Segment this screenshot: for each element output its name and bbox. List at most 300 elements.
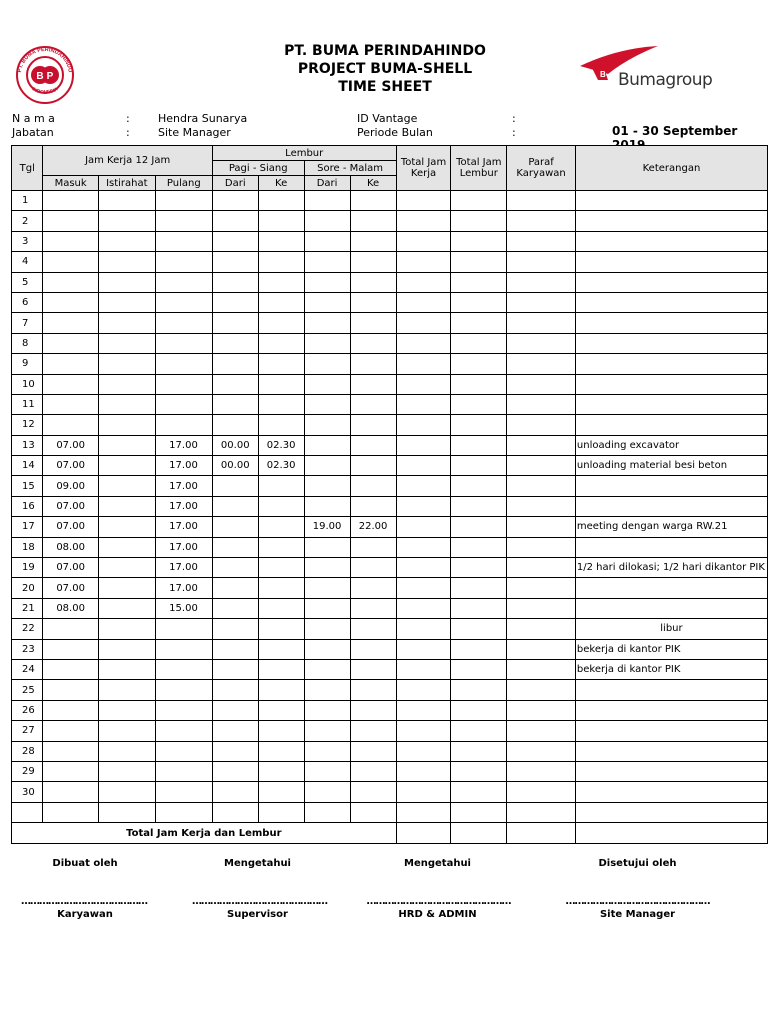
masuk-cell (43, 313, 98, 333)
istirahat-cell (98, 415, 155, 435)
keterangan-cell (575, 802, 767, 822)
keterangan-cell (575, 496, 767, 516)
sore-dari-cell (304, 272, 350, 292)
pulang-cell: 17.00 (155, 578, 212, 598)
sore-dari-cell (304, 721, 350, 741)
sore-dari-cell (304, 252, 350, 272)
sore-dari-cell (304, 802, 350, 822)
istirahat-cell (98, 802, 155, 822)
keterangan-cell: 1/2 hari dilokasi; 1/2 hari dikantor PIK (575, 558, 767, 578)
sore-dari-cell (304, 700, 350, 720)
sig-name-karyawan: Karyawan (57, 909, 113, 920)
total-jam-lembur-cell (451, 721, 507, 741)
total-jam-lembur-cell (451, 782, 507, 802)
masuk-cell (43, 252, 98, 272)
col-header-istirahat: Istirahat (98, 176, 155, 191)
sore-ke-cell (350, 659, 396, 679)
nama-value: Hendra Sunarya (158, 112, 248, 125)
keterangan-cell (575, 231, 767, 251)
sig-name-site-manager: Site Manager (599, 909, 676, 920)
total-jam-kerja-cell (396, 456, 451, 476)
document-title: TIME SHEET (338, 79, 432, 95)
sore-dari-cell (304, 598, 350, 618)
tgl-cell: 18 (12, 537, 43, 557)
col-header-pagi-dari: Dari (212, 176, 258, 191)
pulang-cell (155, 659, 212, 679)
istirahat-cell (98, 578, 155, 598)
sore-ke-cell (350, 292, 396, 312)
pagi-ke-cell (258, 537, 304, 557)
istirahat-cell (98, 496, 155, 516)
total-jam-kerja-cell (396, 680, 451, 700)
col-header-sore-malam: Sore - Malam (304, 161, 396, 176)
total-jam-kerja-cell (396, 231, 451, 251)
paraf-cell (507, 619, 576, 639)
tgl-cell: 2 (12, 211, 43, 231)
paraf-cell (507, 741, 576, 761)
pagi-ke-cell (258, 598, 304, 618)
sig-role-karyawan: Dibuat oleh (52, 858, 118, 869)
total-jam-kerja-cell (396, 782, 451, 802)
company-name: PT. BUMA PERINDAHINDO (284, 43, 486, 59)
paraf-cell (507, 435, 576, 455)
sore-ke-cell (350, 435, 396, 455)
total-jam-lembur-cell (451, 333, 507, 353)
pulang-cell: 17.00 (155, 517, 212, 537)
sore-ke-cell (350, 639, 396, 659)
pulang-cell (155, 252, 212, 272)
pagi-ke-cell (258, 578, 304, 598)
table-row (12, 558, 768, 578)
istirahat-cell (98, 333, 155, 353)
pulang-cell (155, 272, 212, 292)
table-row (12, 700, 768, 720)
sore-dari-cell (304, 456, 350, 476)
keterangan-cell (575, 741, 767, 761)
sore-ke-cell: 22.00 (350, 517, 396, 537)
table-row (12, 741, 768, 761)
pagi-dari-cell (212, 517, 258, 537)
total-jam-lembur-cell (451, 659, 507, 679)
istirahat-cell (98, 741, 155, 761)
pagi-ke-cell: 02.30 (258, 435, 304, 455)
tgl-cell: 26 (12, 700, 43, 720)
sore-ke-cell (350, 537, 396, 557)
tgl-cell: 27 (12, 721, 43, 741)
paraf-cell (507, 537, 576, 557)
sore-ke-cell (350, 252, 396, 272)
total-jam-lembur-cell (451, 537, 507, 557)
table-row (12, 394, 768, 414)
pulang-cell (155, 639, 212, 659)
pagi-ke-cell (258, 272, 304, 292)
svg-text:INDONESIA: INDONESIA (30, 86, 60, 96)
pagi-dari-cell (212, 496, 258, 516)
tgl-cell: 6 (12, 292, 43, 312)
pagi-dari-cell (212, 598, 258, 618)
pagi-ke-cell (258, 313, 304, 333)
pagi-ke-cell (258, 619, 304, 639)
pagi-ke-cell (258, 659, 304, 679)
keterangan-cell (575, 211, 767, 231)
total-jam-lembur-cell (451, 191, 507, 211)
pagi-ke-cell (258, 782, 304, 802)
pagi-dari-cell (212, 415, 258, 435)
pulang-cell: 17.00 (155, 558, 212, 578)
istirahat-cell (98, 782, 155, 802)
pagi-ke-cell (258, 191, 304, 211)
pagi-ke-cell (258, 761, 304, 781)
sore-ke-cell (350, 374, 396, 394)
pagi-dari-cell (212, 619, 258, 639)
keterangan-cell: unloading excavator (575, 435, 767, 455)
total-label: Total Jam Kerja dan Lembur (12, 823, 397, 844)
pagi-dari-cell (212, 700, 258, 720)
sore-dari-cell (304, 394, 350, 414)
sore-dari-cell (304, 374, 350, 394)
masuk-cell (43, 700, 98, 720)
pagi-ke-cell (258, 374, 304, 394)
paraf-cell (507, 313, 576, 333)
masuk-cell (43, 802, 98, 822)
pulang-cell: 17.00 (155, 496, 212, 516)
masuk-cell (43, 639, 98, 659)
pagi-dari-cell (212, 333, 258, 353)
total-jam-lembur-cell (451, 292, 507, 312)
paraf-cell (507, 680, 576, 700)
sore-ke-cell (350, 741, 396, 761)
total-jam-lembur-cell (451, 211, 507, 231)
keterangan-cell (575, 700, 767, 720)
total-jam-lembur-cell (451, 252, 507, 272)
sore-ke-cell (350, 496, 396, 516)
masuk-cell (43, 211, 98, 231)
pagi-dari-cell (212, 252, 258, 272)
pulang-cell (155, 292, 212, 312)
table-row (12, 496, 768, 516)
tgl-cell: 16 (12, 496, 43, 516)
pagi-dari-cell (212, 558, 258, 578)
keterangan-cell: bekerja di kantor PIK (575, 659, 767, 679)
pagi-dari-cell (212, 211, 258, 231)
document-header (200, 42, 570, 96)
total-jam-lembur-cell (451, 517, 507, 537)
istirahat-cell (98, 292, 155, 312)
sore-ke-cell (350, 394, 396, 414)
col-header-lembur: Lembur (212, 146, 396, 161)
pulang-cell: 17.00 (155, 476, 212, 496)
total-jam-kerja-cell (396, 578, 451, 598)
id-vantage-label: ID Vantage (357, 112, 418, 125)
paraf-cell (507, 659, 576, 679)
pagi-ke-cell (258, 415, 304, 435)
total-jam-kerja-cell (396, 741, 451, 761)
tgl-cell: 9 (12, 354, 43, 374)
total-jam-lembur-cell (451, 313, 507, 333)
total-jam-lembur-cell (451, 476, 507, 496)
col-header-total-jam-lembur: Total Jam Lembur (451, 146, 507, 191)
sore-dari-cell (304, 496, 350, 516)
pagi-dari-cell (212, 476, 258, 496)
paraf-cell (507, 456, 576, 476)
istirahat-cell (98, 619, 155, 639)
sore-dari-cell: 19.00 (304, 517, 350, 537)
total-jam-kerja-cell (396, 700, 451, 720)
sore-ke-cell (350, 802, 396, 822)
pagi-ke-cell (258, 802, 304, 822)
pagi-dari-cell (212, 721, 258, 741)
tgl-cell: 11 (12, 394, 43, 414)
keterangan-cell (575, 721, 767, 741)
total-jam-kerja-cell (396, 517, 451, 537)
sore-ke-cell (350, 700, 396, 720)
col-header-masuk: Masuk (43, 176, 98, 191)
sore-ke-cell (350, 456, 396, 476)
paraf-cell (507, 700, 576, 720)
pagi-dari-cell (212, 354, 258, 374)
pulang-cell: 17.00 (155, 435, 212, 455)
istirahat-cell (98, 374, 155, 394)
istirahat-cell (98, 272, 155, 292)
keterangan-cell (575, 252, 767, 272)
tgl-cell: 7 (12, 313, 43, 333)
total-jam-kerja-cell (396, 619, 451, 639)
sore-dari-cell (304, 741, 350, 761)
total-jam-kerja-cell (396, 374, 451, 394)
pulang-cell (155, 680, 212, 700)
sore-ke-cell (350, 721, 396, 741)
table-row (12, 537, 768, 557)
keterangan-cell (575, 394, 767, 414)
pagi-dari-cell (212, 313, 258, 333)
istirahat-cell (98, 313, 155, 333)
paraf-cell (507, 211, 576, 231)
tgl-cell: 29 (12, 761, 43, 781)
masuk-cell: 09.00 (43, 476, 98, 496)
tgl-cell: 12 (12, 415, 43, 435)
tgl-cell: 10 (12, 374, 43, 394)
paraf-cell (507, 272, 576, 292)
paraf-cell (507, 333, 576, 353)
sore-dari-cell (304, 231, 350, 251)
pagi-dari-cell (212, 782, 258, 802)
table-row (12, 680, 768, 700)
col-header-sore-ke: Ke (350, 176, 396, 191)
tgl-cell: 21 (12, 598, 43, 618)
pagi-ke-cell (258, 639, 304, 659)
sore-ke-cell (350, 680, 396, 700)
total-jam-lembur-cell (451, 680, 507, 700)
tgl-cell: 13 (12, 435, 43, 455)
sore-dari-cell (304, 639, 350, 659)
table-row (12, 802, 768, 822)
keterangan-cell (575, 272, 767, 292)
paraf-cell (507, 354, 576, 374)
total-jam-kerja-cell (396, 191, 451, 211)
sore-dari-cell (304, 211, 350, 231)
keterangan-cell: bekerja di kantor PIK (575, 639, 767, 659)
pagi-ke-cell (258, 231, 304, 251)
masuk-cell (43, 761, 98, 781)
paraf-cell (507, 721, 576, 741)
total-jam-kerja-cell (396, 211, 451, 231)
masuk-cell (43, 333, 98, 353)
pagi-ke-cell: 02.30 (258, 456, 304, 476)
table-row (12, 598, 768, 618)
pagi-dari-cell (212, 292, 258, 312)
table-row (12, 476, 768, 496)
sig-name-hrd: HRD & ADMIN (398, 909, 477, 920)
brand-wordmark: Bumagroup (618, 70, 713, 90)
tgl-cell: 19 (12, 558, 43, 578)
total-jam-kerja-cell (396, 394, 451, 414)
istirahat-cell (98, 191, 155, 211)
paraf-cell (507, 598, 576, 618)
sig-name-supervisor: Supervisor (227, 909, 288, 920)
pulang-cell (155, 333, 212, 353)
col-header-pulang: Pulang (155, 176, 212, 191)
total-jam-kerja-cell (396, 496, 451, 516)
paraf-cell (507, 374, 576, 394)
istirahat-cell (98, 680, 155, 700)
pagi-dari-cell (212, 578, 258, 598)
total-jam-kerja-cell (396, 476, 451, 496)
masuk-cell: 07.00 (43, 517, 98, 537)
paraf-cell (507, 639, 576, 659)
keterangan-cell (575, 415, 767, 435)
sore-dari-cell (304, 659, 350, 679)
masuk-cell (43, 292, 98, 312)
pagi-ke-cell (258, 558, 304, 578)
pagi-ke-cell (258, 517, 304, 537)
table-row (12, 659, 768, 679)
paraf-cell (507, 415, 576, 435)
tgl-cell: 14 (12, 456, 43, 476)
pulang-cell (155, 619, 212, 639)
tgl-cell: 28 (12, 741, 43, 761)
table-row (12, 517, 768, 537)
keterangan-cell (575, 537, 767, 557)
pagi-ke-cell (258, 333, 304, 353)
pagi-ke-cell (258, 354, 304, 374)
total-jam-lembur-cell (451, 802, 507, 822)
total-jam-kerja-cell (396, 598, 451, 618)
pagi-ke-cell (258, 721, 304, 741)
masuk-cell: 08.00 (43, 537, 98, 557)
istirahat-cell (98, 476, 155, 496)
sore-dari-cell (304, 680, 350, 700)
masuk-cell (43, 659, 98, 679)
masuk-cell: 07.00 (43, 578, 98, 598)
table-row (12, 415, 768, 435)
total-jam-lembur-cell (451, 619, 507, 639)
table-row (12, 354, 768, 374)
nama-colon: : (126, 112, 130, 125)
total-jam-kerja-cell (396, 272, 451, 292)
masuk-cell: 07.00 (43, 558, 98, 578)
pulang-cell (155, 354, 212, 374)
table-row (12, 252, 768, 272)
col-header-keterangan: Keterangan (575, 146, 767, 191)
tgl-cell: 4 (12, 252, 43, 272)
table-row (12, 456, 768, 476)
paraf-cell (507, 517, 576, 537)
col-header-total-jam-kerja: Total Jam Kerja (396, 146, 451, 191)
pulang-cell (155, 231, 212, 251)
paraf-cell (507, 231, 576, 251)
jabatan-value: Site Manager (158, 126, 231, 139)
istirahat-cell (98, 517, 155, 537)
tgl-cell: 25 (12, 680, 43, 700)
pulang-cell: 17.00 (155, 456, 212, 476)
paraf-cell (507, 761, 576, 781)
total-jam-kerja-cell (396, 558, 451, 578)
table-row (12, 435, 768, 455)
table-row (12, 578, 768, 598)
total-jam-lembur-cell (451, 700, 507, 720)
total-jam-lembur-cell (451, 761, 507, 781)
total-jam-kerja-cell (396, 354, 451, 374)
total-jam-lembur-cell (451, 639, 507, 659)
keterangan-cell (575, 313, 767, 333)
tgl-cell: 1 (12, 191, 43, 211)
pagi-ke-cell (258, 211, 304, 231)
tgl-cell: 5 (12, 272, 43, 292)
pagi-ke-cell (258, 476, 304, 496)
istirahat-cell (98, 537, 155, 557)
company-seal-logo (10, 45, 80, 105)
sore-dari-cell (304, 191, 350, 211)
istirahat-cell (98, 394, 155, 414)
total-jam-kerja-cell (396, 415, 451, 435)
tgl-cell: 3 (12, 231, 43, 251)
table-row (12, 721, 768, 741)
table-row (12, 231, 768, 251)
tgl-cell: 8 (12, 333, 43, 353)
jabatan-colon: : (126, 126, 130, 139)
sig-line-hrd: ………………………………………… (366, 896, 511, 907)
keterangan-cell: libur (575, 619, 767, 639)
masuk-cell (43, 721, 98, 741)
sore-dari-cell (304, 558, 350, 578)
istirahat-cell (98, 354, 155, 374)
sig-role-hrd: Mengetahui (404, 858, 471, 869)
pagi-dari-cell (212, 659, 258, 679)
istirahat-cell (98, 721, 155, 741)
masuk-cell (43, 619, 98, 639)
sore-ke-cell (350, 211, 396, 231)
tgl-cell: 20 (12, 578, 43, 598)
keterangan-cell (575, 782, 767, 802)
tgl-cell: 22 (12, 619, 43, 639)
sore-ke-cell (350, 415, 396, 435)
pagi-dari-cell (212, 272, 258, 292)
istirahat-cell (98, 659, 155, 679)
table-row (12, 191, 768, 211)
pagi-ke-cell (258, 741, 304, 761)
istirahat-cell (98, 700, 155, 720)
sore-dari-cell (304, 782, 350, 802)
masuk-cell: 07.00 (43, 456, 98, 476)
pagi-dari-cell (212, 680, 258, 700)
total-jam-lembur-cell (451, 558, 507, 578)
project-name: PROJECT BUMA-SHELL (297, 61, 473, 77)
sore-dari-cell (304, 761, 350, 781)
pulang-cell (155, 782, 212, 802)
total-jam-lembur-cell (451, 435, 507, 455)
pagi-dari-cell (212, 394, 258, 414)
pagi-dari-cell (212, 191, 258, 211)
